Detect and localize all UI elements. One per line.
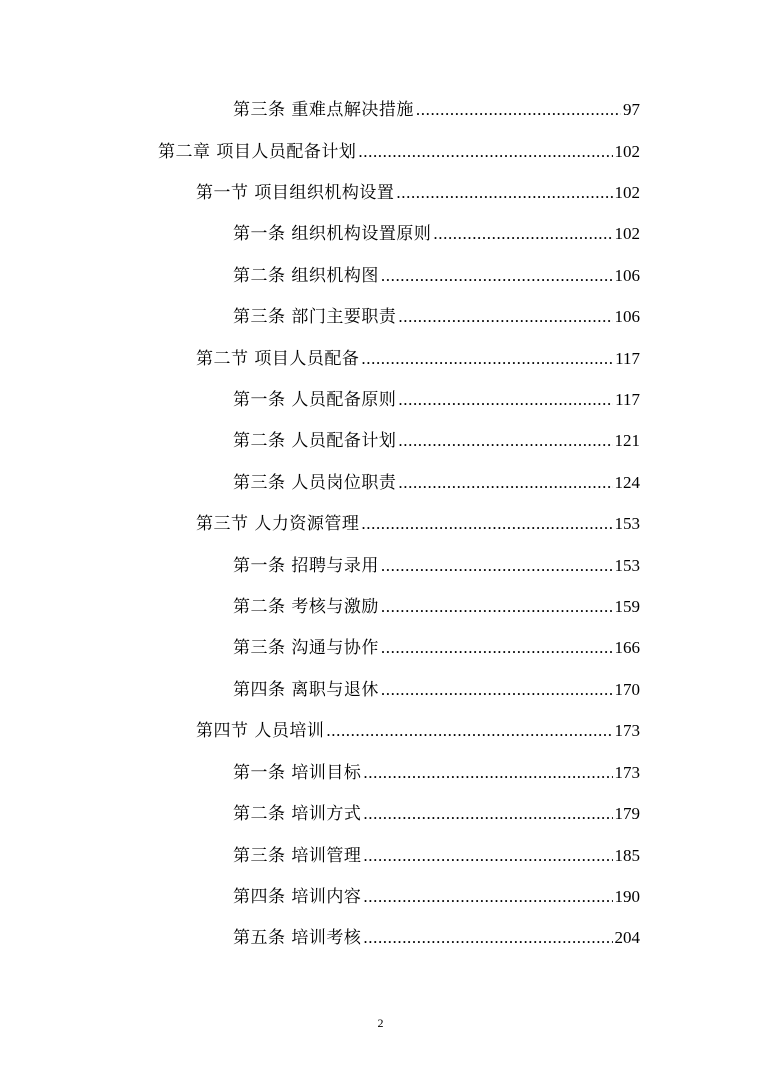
dot-leader	[381, 592, 613, 622]
toc-entry-title: 第一条 人员配备原则	[233, 390, 397, 410]
toc-entry-page: 153	[614, 514, 640, 533]
toc-entry-title: 第三条 人员岗位职责	[233, 473, 397, 493]
toc-entry[interactable]	[196, 509, 640, 539]
toc-entry-page: 159	[614, 597, 640, 616]
dot-leader	[381, 551, 613, 581]
toc-entry[interactable]	[233, 592, 640, 622]
toc-entry-title: 第二条 组织机构图	[233, 266, 379, 286]
toc-entry-page: 102	[614, 224, 640, 243]
dot-leader	[361, 344, 613, 374]
toc-entry[interactable]	[233, 219, 640, 249]
toc-entry-page: 106	[614, 307, 640, 326]
toc-entry[interactable]	[196, 178, 640, 208]
toc-entry-page: 117	[615, 349, 640, 368]
toc-entry-page: 106	[614, 266, 640, 285]
toc-entry-title: 第四节 人员培训	[196, 721, 325, 741]
dot-leader	[381, 675, 613, 705]
toc-entry[interactable]	[233, 302, 640, 332]
toc-entry-title: 第一条 培训目标	[233, 763, 362, 783]
toc-entry[interactable]	[233, 675, 640, 705]
toc-entry-page: 121	[614, 431, 640, 450]
dot-leader	[398, 302, 612, 332]
dot-leader	[363, 841, 612, 871]
dot-leader	[326, 716, 612, 746]
toc-entry-title: 第二条 培训方式	[233, 804, 362, 824]
toc-entry-page: 173	[614, 763, 640, 782]
toc-entry-title: 第五条 培训考核	[233, 928, 362, 948]
toc-entry-title: 第一条 招聘与录用	[233, 556, 379, 576]
dot-leader	[433, 219, 612, 249]
toc-entry-title: 第三条 重难点解决措施	[233, 100, 414, 120]
dot-leader	[398, 385, 613, 415]
toc-entry-title: 第三条 沟通与协作	[233, 638, 379, 658]
toc-entry[interactable]	[233, 633, 640, 663]
toc-entry-page: 102	[614, 142, 640, 161]
toc-entry-title: 第四条 培训内容	[233, 887, 362, 907]
toc-entry[interactable]	[233, 923, 640, 953]
dot-leader	[363, 758, 612, 788]
toc-entry[interactable]	[233, 551, 640, 581]
toc-entry[interactable]	[233, 426, 640, 456]
toc-entry-title: 第四条 离职与退休	[233, 680, 379, 700]
toc-entry-page: 166	[614, 638, 640, 657]
toc-entry-page: 124	[614, 473, 640, 492]
toc-entry[interactable]	[233, 799, 640, 829]
dot-leader	[398, 426, 612, 456]
toc-entry[interactable]	[233, 841, 640, 871]
toc-entry-page: 117	[615, 390, 640, 409]
toc-entry-page: 170	[614, 680, 640, 699]
toc-entry[interactable]	[158, 137, 640, 167]
toc-entry-title: 第二条 人员配备计划	[233, 431, 397, 451]
dot-leader	[416, 95, 621, 125]
toc-entry-title: 第一节 项目组织机构设置	[196, 183, 395, 203]
toc-entry-page: 102	[614, 183, 640, 202]
toc-entry-title: 第三节 人力资源管理	[196, 514, 360, 534]
toc-entry-title: 第一条 组织机构设置原则	[233, 224, 432, 244]
toc-entry[interactable]	[233, 758, 640, 788]
toc-entry-page: 173	[614, 721, 640, 740]
dot-leader	[396, 178, 612, 208]
toc-entry[interactable]	[233, 385, 640, 415]
toc-entry-page: 190	[614, 887, 640, 906]
toc-entry-page: 204	[614, 928, 640, 947]
toc-entry[interactable]	[196, 344, 640, 374]
dot-leader	[381, 633, 613, 663]
toc-entry[interactable]	[233, 882, 640, 912]
dot-leader	[363, 923, 612, 953]
dot-leader	[363, 799, 612, 829]
toc-entry[interactable]	[233, 95, 640, 125]
toc-entry-title: 第二章 项目人员配备计划	[158, 142, 357, 162]
toc-entry-page: 97	[623, 100, 640, 119]
toc-entry-title: 第二条 考核与激励	[233, 597, 379, 617]
toc-entry-title: 第三条 部门主要职责	[233, 307, 397, 327]
dot-leader	[381, 261, 613, 291]
toc-entry[interactable]	[233, 468, 640, 498]
toc-entry[interactable]	[233, 261, 640, 291]
toc-entry-page: 179	[614, 804, 640, 823]
page-number: 2	[377, 1016, 384, 1030]
dot-leader	[358, 137, 612, 167]
dot-leader	[398, 468, 612, 498]
toc-entry-title: 第三条 培训管理	[233, 846, 362, 866]
dot-leader	[361, 509, 612, 539]
toc-entry-page: 153	[614, 556, 640, 575]
toc-entry-title: 第二节 项目人员配备	[196, 349, 360, 369]
dot-leader	[363, 882, 612, 912]
toc-entry-page: 185	[614, 846, 640, 865]
toc-entry[interactable]	[196, 716, 640, 746]
